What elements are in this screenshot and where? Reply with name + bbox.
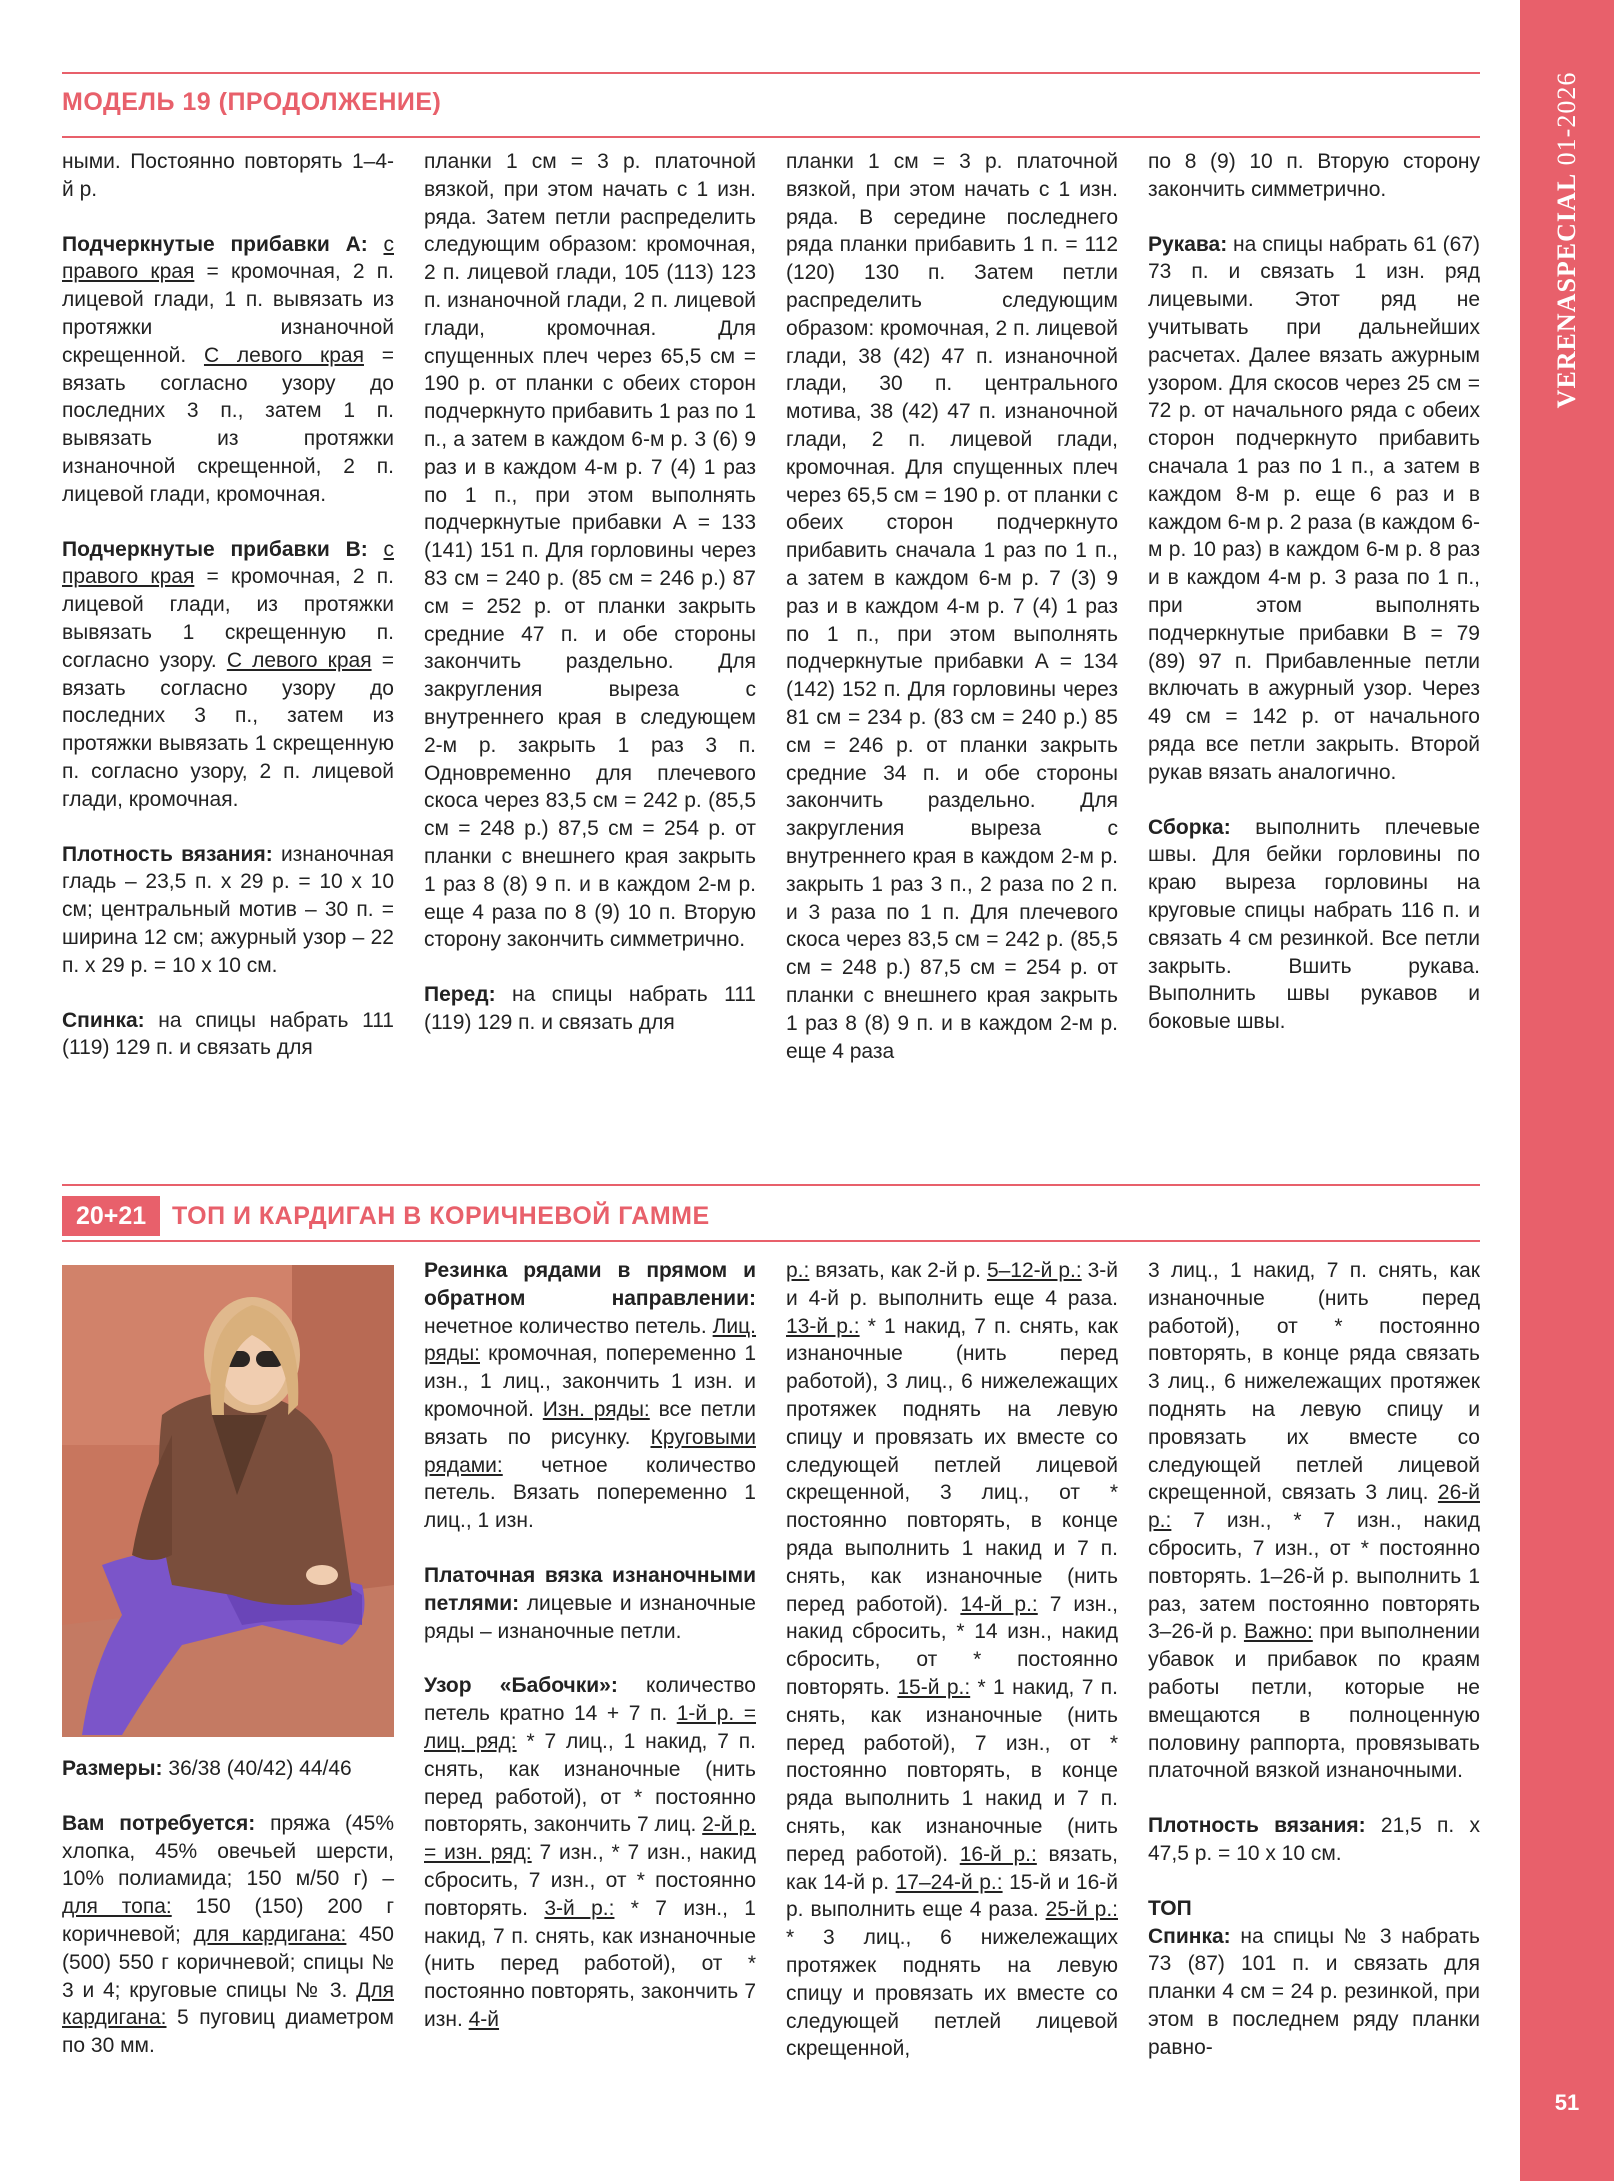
title-underline xyxy=(62,136,1480,138)
text-column-1: ными. Постоянно повторять 1–4-й р. Подчеркнутые прибавки А: с правого края = кромочная, 2 п. лицевой глади, 1 п. вывязать из протяжки изнаночной скрещенной. С левого края = вязать согласно узору до последних 3 п., затем 1 п. вывязать из протяжки изнаночной скрещенной, 2 п. лицевой глади, кромочная. Подчеркнутые прибавки В: с правого края = кромочная, 2 п. лицевой глади, из протяжки вывязать 1 скрещенную п. согласно узору. С левого края = вязать согласно узору до последних 3 п., затем из протяжки вывязать 1 скрещенную п. согласно узору, 2 п. лицевой глади, кромочная. Плотность вязания: изнаночная гладь – 23,5 п. x 29 р. = 10 x 10 см; центральный мотив – 30 п. = ширина 12 см; ажурный узор – 22 п. x 29 р. = 10 x 10 см. Спинка: на спицы набрать 111 (119) 129 п. и связать для xyxy=(62,150,394,1060)
section2-top-rule xyxy=(62,1184,1480,1186)
model-number-badge: 20+21 xyxy=(62,1196,160,1236)
page-number: 51 xyxy=(1554,2090,1580,2115)
section2-title: ТОП И КАРДИГАН В КОРИЧНЕВОЙ ГАММЕ xyxy=(172,1202,710,1230)
model-photo-illustration xyxy=(62,1265,394,1737)
brand-text: VERENASPECIAL 01-2026 xyxy=(1552,71,1581,409)
text-column-6: Резинка рядами в прямом и обратном направлении: нечетное количество петель. Лиц. ряды: кромочная, попеременно 1 изн., 1 лиц., закончить 1 изн. и кромочной. Изн. ряды: все петли вязать по рисунку. Круговыми рядами: четное количество петель. Вязать попеременно 1 лиц., 1 изн. Платочная вязка изнаночными петлями: лицевые и изнаночные ряды – изнаночные петли. Узор «Бабочки»: количество петель кратно 14 + 7 п. 1-й р. = лиц. ряд: * 7 лиц., 1 накид, 7 п. снять, как изнаночные (нить перед работой), от * постоянно повторять, закончить 7 лиц. 2-й р. = изн. ряд: 7 изн., * 7 изн., накид сбросить, 7 изн., от * постоянно повторять. 3-й р.: * 7 изн., 1 накид, 7 п. снять, как изнаночные (нить перед работой), от * постоянно повторять, закончить 7 изн. 4-й xyxy=(424,1259,757,2031)
top-rule xyxy=(62,72,1480,74)
text-column-7: р.: вязать, как 2-й р. 5–12-й р.: 3-й и 4-й р. выполнить еще 4 раза. 13-й р.: * 1 накид, 7 п. снять, как изнаночные (нить перед работой), 3 лиц., 6 нижележащих протяжек поднять на левую спицу и провязать их вместе со следующей петлей лицевой скрещенной, 3 лиц., от * постоянно повторять, в конце ряда выполнить 1 накид и 7 п. снять, как изнаночные (нить перед работой). 14-й р.: 7 изн., накид сбросить, * 14 изн., накид сбросить, от * постоянно повторять. 15-й р.: * 1 накид, 7 п. снять, как изнаночные (нить перед работой), 7 изн., от * постоянно повторять, в конце ряда выполнить 1 накид и 7 п. снять, как изнаночные (нить перед работой). 16-й р.: вязать, как 14-й р. 17–24-й р.: 15-й и 16-й р. выполнить еще 4 раза. 25-й р.: * 3 лиц., 6 нижележащих протяжек поднять на левую спицу и провязать их вместе со следующей петлей лицевой скрещенной, xyxy=(786,1259,1119,2061)
text-column-4: по 8 (9) 10 п. Вторую сторону закончить симметрично. Рукава: на спицы набрать 61 (67) 73 п. и связать 1 изн. ряд лицевыми. Этот ряд не учитывать при дальнейших расчетах. Далее вязать ажурным узором. Для скосов через 25 см = 72 р. от начального ряда с обеих сторон подчеркнуто прибавить сначала 1 раз по 1 п., а затем в каждом 8-м р. еще 6 раз и в каждом 6-м р. 2 раза (в каждом 6-м р. 10 раз) в каждом 6-м р. 8 раз и в каждом 4-м р. 3 раза по 1 п., при этом выполнять подчеркнутые прибавки В = 79 (89) 97 п. Прибавленные петли включать в ажурный узор. Через 49 см = 142 р. от начального ряда все петли закрыть. Второй рукав вязать аналогично. Сборка: выполнить плечевые швы. Для бейки горловины по краю выреза горловины на круговые спицы набрать 116 п. и связать 4 см резинкой. Все петли закрыть. Вшить рукава. Выполнить швы рукавов и боковые швы. xyxy=(1148,150,1480,1034)
model-photo xyxy=(62,1265,394,1737)
section2-title-underline xyxy=(62,1240,1480,1242)
text-column-3: планки 1 см = 3 р. платочной вязкой, при этом начать с 1 изн. ряда. В середине последнего ряда планки прибавить 1 п. = 112 (120) 130 п. Затем петли распределить следующим образом: кромочная, 2 п. лицевой глади, 38 (42) 47 п. изнаночной глади, 30 п. центрального мотива, 38 (42) 47 п. изнаночной глади, 2 п. лицевой глади, кромочная. Для спущенных плеч через 65,5 см = 190 р. от планки с обеих сторон подчеркнуто прибавить сначала 1 раз по 1 п., а затем в каждом 6-м р. 7 (3) 9 раз и в каждом 4-м р. 7 (4) 1 раз по 1 п., при этом выполнять подчеркнутые прибавки А = 134 (142) 152 п. Для горловины через 81 см = 234 р. (83 см = 240 р.) 85 см = 246 р. от планки закрыть средние 34 п. и обе стороны закончить раздельно. Для закругления выреза с внутреннего края в каждом 2-м р. закрыть 1 раз 3 п., 2 раза по 2 п. и 3 раза по 1 п. Для плечевого скоса через 83,5 см = 242 р. (85,5 см = 248 р.) 87,5 см = 254 р. от планки с внешнего края закрыть 1 раз 8 (8) 9 п. и в каждом 2-м р. еще 4 раза xyxy=(786,150,1118,1063)
sidebar xyxy=(1520,0,1614,2181)
section-title: МОДЕЛЬ 19 (ПРОДОЛЖЕНИЕ) xyxy=(62,88,442,116)
text-column-5: Размеры: 36/38 (40/42) 44/46 Вам потребуется: пряжа (45% хлопка, 45% овечьей шерсти, 10% полиамида; 150 м/50 г) – для топа: 150 (150) 200 г коричневой; для кардигана: 450 (500) 550 г коричневой; спицы № 3 и 4; круговые спицы № 3. Для кардигана: 5 пуговиц диаметром по 30 мм. xyxy=(62,1757,394,2058)
text-column-8: 3 лиц., 1 накид, 7 п. снять, как изнаночные (нить перед работой), от * постоянно повторять, в конце ряда связать 3 лиц., 6 нижележащих протяжек поднять на левую спицу и провязать их вместе со следующей петлей лицевой скрещенной, связать 3 лиц. 26-й р.: 7 изн., * 7 изн., накид сбросить, 7 изн., от * постоянно повторять. 1–26-й р. выполнить 1 раз, затем постоянно повторять 3–26-й р. Важно: при выполнении убавок и прибавок по краям работы петли, которые не вмещаются в полноценную половину раппорта, провязывать платочной вязкой изнаночными. Плотность вязания: 21,5 п. x 47,5 р. = 10 x 10 см. ТОП Спинка: на спицы № 3 набрать 73 (87) 101 п. и связать для планки 4 см = 24 р. резинкой, при этом в последнем ряду планки равно- xyxy=(1148,1259,1480,2059)
brand-logo xyxy=(1520,0,1614,480)
text-column-2: планки 1 см = 3 р. платочной вязкой, при этом начать с 1 изн. ряда. Затем петли распределить следующим образом: кромочная, 2 п. лицевой глади, 105 (113) 123 п. изнаночной глади, 2 п. лицевой глади, кромочная. Для спущенных плеч через 65,5 см = 190 р. от планки с обеих сторон подчеркнуто прибавить 1 раз по 1 п., а затем в каждом 6-м р. 3 (6) 9 раз и в каждом 4-м р. 7 (4) 1 раз по 1 п., при этом выполнять подчеркнутые прибавки А = 133 (141) 151 п. Для горловины через 83 см = 240 р. (85 см = 246 р.) 87 см = 252 р. от планки закрыть средние 47 п. и обе стороны закончить раздельно. Для закругления выреза с внутреннего края в следующем 2-м р. закрыть 1 раз 3 п. Одновременно для плечевого скоса через 83,5 см = 242 р. (85,5 см = 248 р.) 87,5 см = 254 р. от планки с внешнего края закрыть 1 раз 8 (8) 9 п. и в каждом 2-м р. еще 4 раза по 8 (9) 10 п. Вторую сторону закончить симметрично. Перед: на спицы набрать 111 (119) 129 п. и связать для xyxy=(424,150,756,1034)
